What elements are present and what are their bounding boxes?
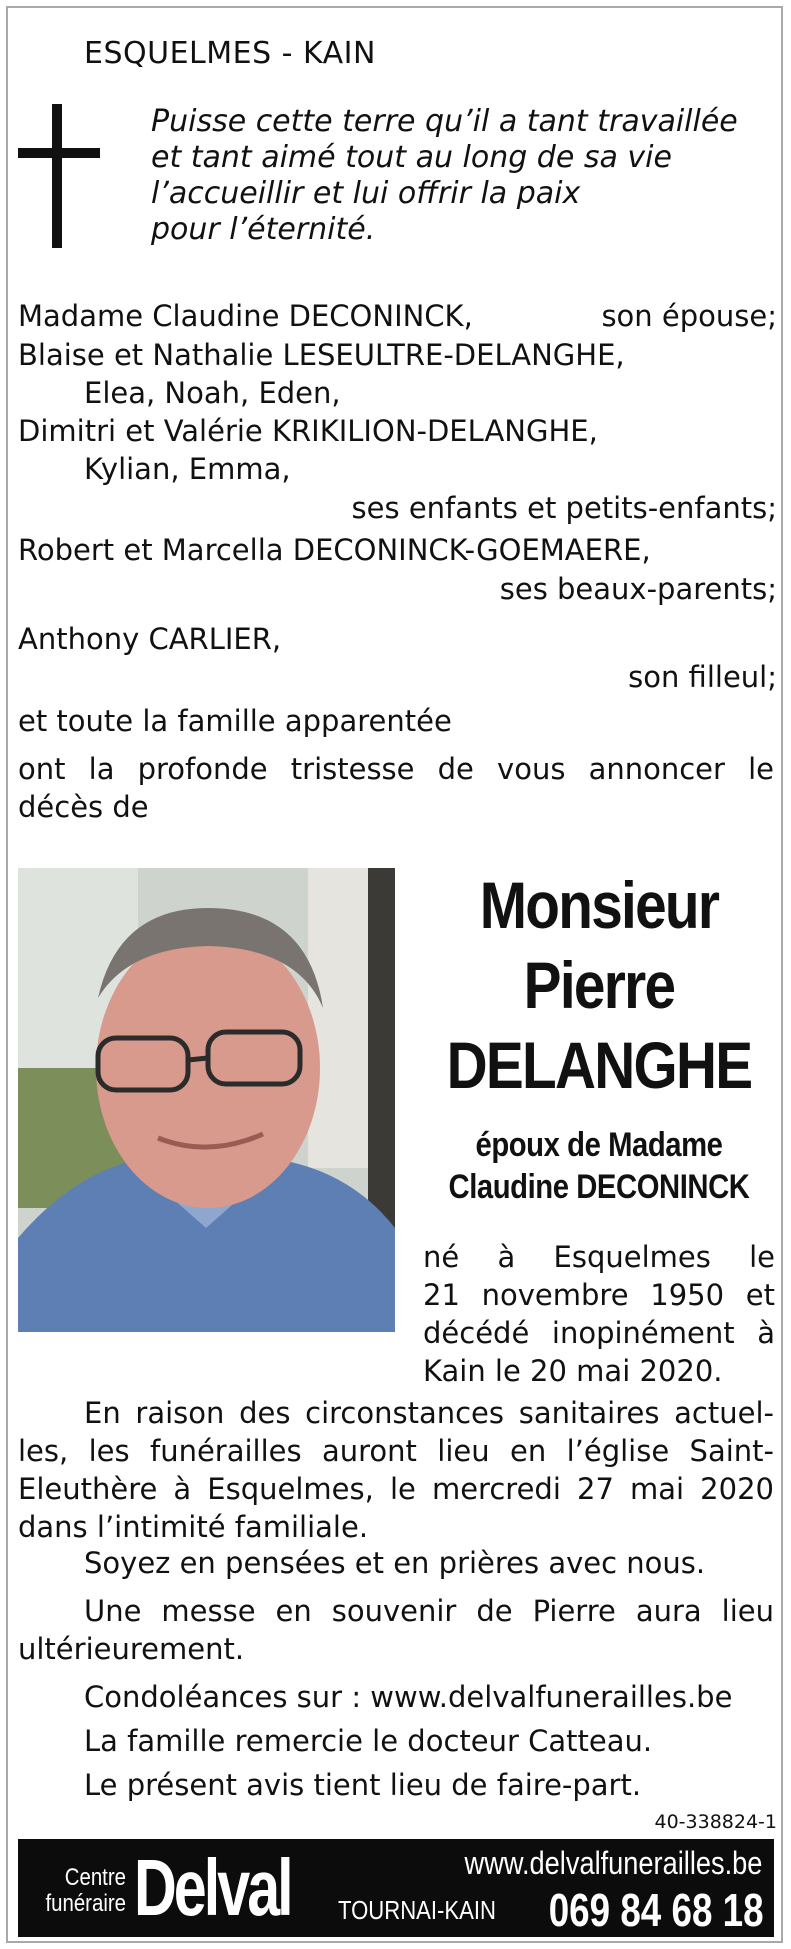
extended-family: et toute la famille apparentée: [18, 704, 452, 738]
notice-paragraph: [18, 1766, 774, 1804]
website-link[interactable]: www.delvalfunerailles.be: [464, 1845, 762, 1881]
paragraph-line: Une messe en souvenir de Pierre aura lieu: [84, 1594, 774, 1628]
child-family-2: Dimitri et Valérie KRIKILION-DELANGHE,: [18, 414, 598, 448]
birth-line: 21 novembre 1950 et: [423, 1278, 775, 1312]
place-header: ESQUELMES - KAIN: [84, 36, 376, 71]
phone-number[interactable]: 069 84 68 18: [549, 1884, 764, 1936]
deceased-title: [414, 866, 784, 944]
in-laws-role: ses beaux-parents;: [499, 572, 777, 606]
deceased-spouse-line: Claudine DECONINCK: [448, 1168, 750, 1206]
reference-number: 40-338824-1: [654, 1811, 777, 1833]
announcement-line: décès de: [18, 790, 149, 824]
godson: Anthony CARLIER,: [18, 622, 282, 656]
deceased-first-name-block: [414, 946, 784, 1024]
deceased-honorific: Monsieur: [479, 868, 719, 942]
poem-line: Puisse cette terre qu’il a tant travaillée: [151, 104, 738, 139]
paragraph-line: En raison des circonstances sanitaires actuel-: [84, 1396, 774, 1430]
poem-line: et tant aimé tout au long de sa vie: [151, 140, 672, 175]
portrait-photo: [18, 868, 395, 1332]
paragraph-line: les, les funérailles auront lieu en l’église Saint-: [18, 1434, 774, 1468]
deceased-last-name-block: [414, 1026, 784, 1104]
deceased-spouse-block: [414, 1124, 784, 1208]
centre-label-line: Centre: [64, 1864, 126, 1891]
paragraph-line: dans l’intimité familiale.: [18, 1510, 369, 1544]
paragraph-line: ultérieurement.: [18, 1632, 245, 1666]
centre-funeraire-label: [44, 1865, 126, 1917]
poem: [151, 104, 738, 248]
brand-logo: Delval: [134, 1843, 291, 1932]
deceased-spouse-line: époux de Madame: [475, 1126, 723, 1164]
announcement-line: ont la profonde tristesse de vous annoncer le: [18, 752, 774, 786]
paragraph-line: Condoléances sur : www.delvalfunerailles.be: [84, 1680, 733, 1714]
grandchildren-2: Kylian, Emma,: [84, 452, 291, 486]
paragraph-line: Le présent avis tient lieu de faire-part.: [84, 1768, 642, 1802]
spouse-name: Madame Claudine DECONINCK,: [18, 299, 473, 333]
condolences-paragraph: [18, 1678, 774, 1716]
birth-line: Kain le 20 mai 2020.: [423, 1354, 723, 1388]
deceased-first-name: Pierre: [523, 948, 675, 1022]
paragraph-line: Soyez en pensées et en prières avec nous.: [84, 1546, 706, 1580]
spouse-role: son épouse;: [601, 299, 777, 333]
child-family-1: Blaise et Nathalie LESEULTRE-DELANGHE,: [18, 338, 625, 372]
birth-line: décédé inopinément à: [423, 1316, 775, 1350]
thanks-paragraph: [18, 1722, 774, 1760]
godson-role: son filleul;: [628, 660, 777, 694]
grandchildren-1: Elea, Noah, Eden,: [84, 376, 341, 410]
mass-paragraph: [18, 1592, 774, 1668]
in-laws: Robert et Marcella DECONINCK-GOEMAERE,: [18, 533, 651, 567]
poem-line: l’accueillir et lui offrir la paix: [151, 176, 581, 211]
funeral-home-banner: [18, 1839, 774, 1937]
children-role: ses enfants et petits-enfants;: [351, 491, 777, 525]
funeral-paragraph: [18, 1394, 774, 1546]
paragraph-line: La famille remercie le docteur Catteau.: [84, 1724, 653, 1758]
city-label: TOURNAI-KAIN: [338, 1895, 496, 1925]
paragraph-line: Eleuthère à Esquelmes, le mercredi 27 mai 2020: [18, 1472, 774, 1506]
poem-line: pour l’éternité.: [151, 212, 376, 247]
centre-label-line: funéraire: [45, 1890, 126, 1917]
deceased-last-name: DELANGHE: [446, 1028, 752, 1102]
birth-line: né à Esquelmes le: [423, 1240, 775, 1274]
prayer-paragraph: [18, 1544, 774, 1582]
